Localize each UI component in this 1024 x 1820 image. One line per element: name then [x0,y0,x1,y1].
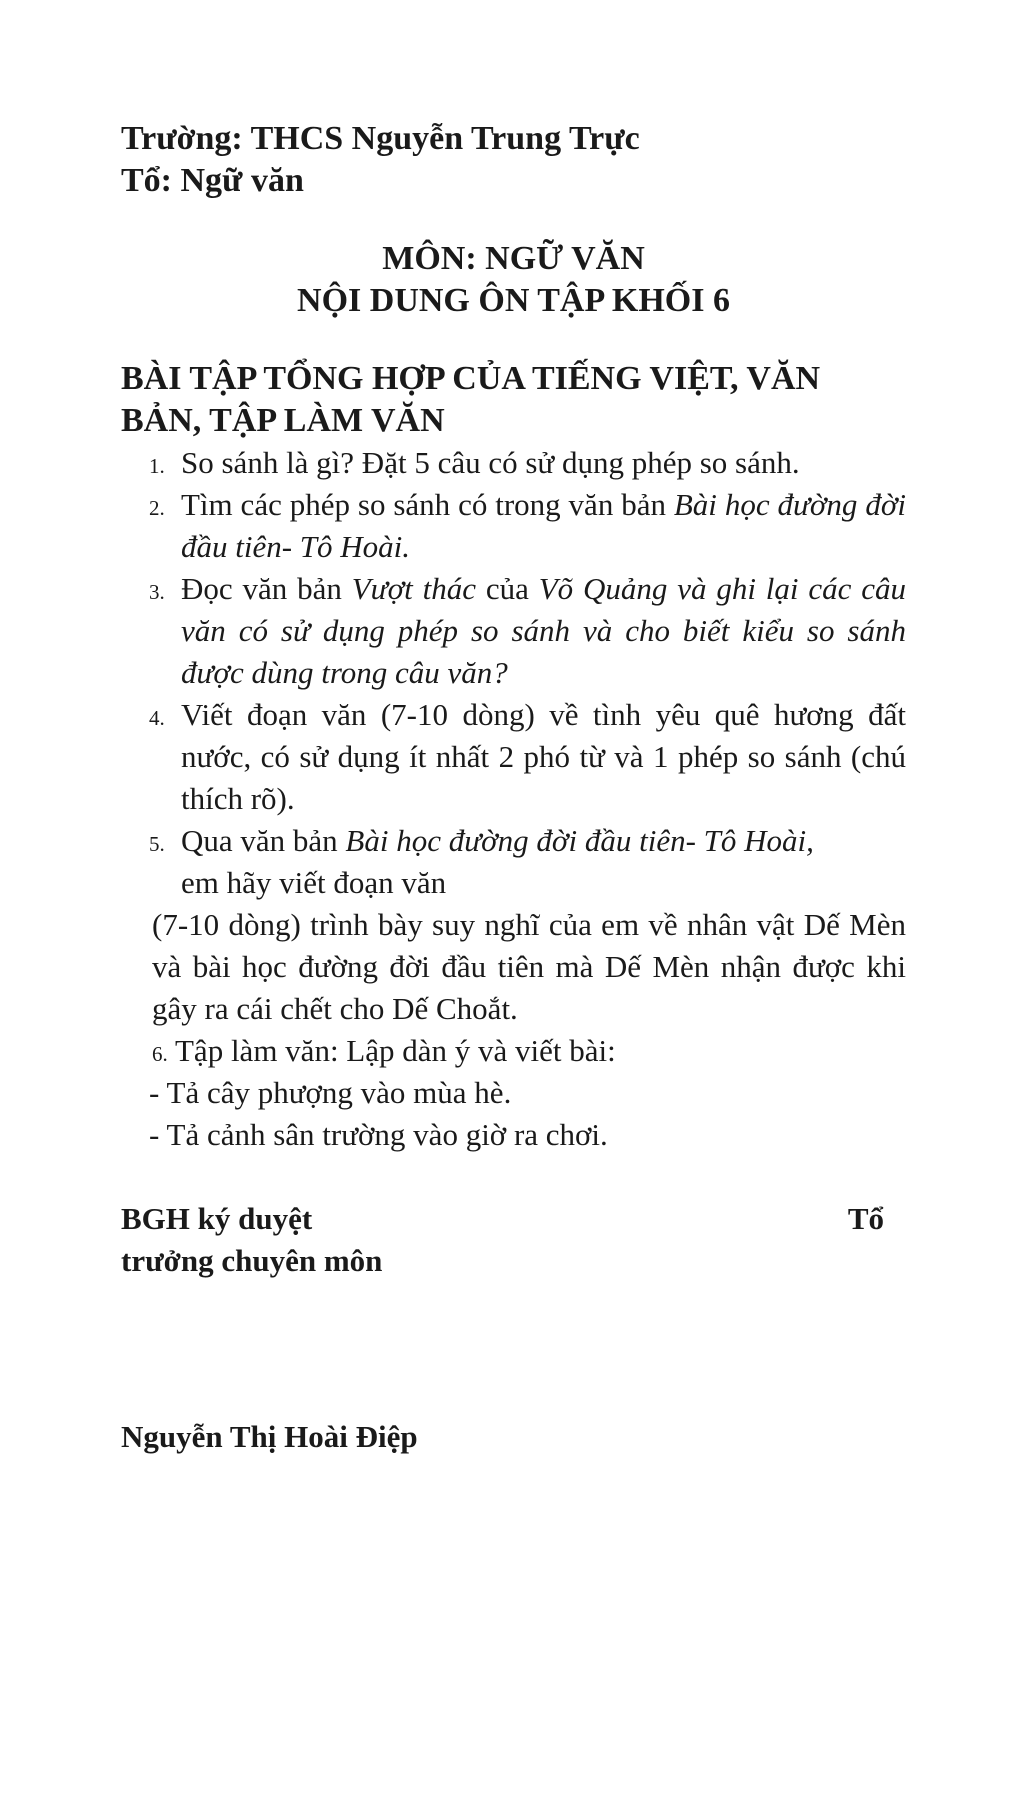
item-number: 4. [149,706,165,730]
item-5-paragraph: (7-10 dòng) trình bày suy nghĩ của em về nhân vật Dế Mèn và bài học đường đời đầu tiên mà Dế Mèn nhận được khi gây ra cái chết cho Dế Choắt. [152,907,906,1026]
group-head-label: Tổ [847,1201,884,1236]
list-item-2 [121,484,906,568]
exercise-list [121,442,906,1156]
group-head-title: trưởng chuyên môn [121,1243,383,1278]
item-text: Qua văn bản [181,823,346,858]
signer-name: Nguyễn Thị Hoài Điệp [121,1419,418,1454]
signature-block [121,1198,896,1282]
signature-row [121,1198,896,1240]
item-text: Viết đoạn văn (7-10 dòng) về tình yêu quê hương đất nước, có sử dụng ít nhất 2 phó từ và 1 phép so sánh (chú thích rõ). [181,697,906,816]
list-item-3 [121,568,906,694]
item-text: Đọc văn bản [181,571,352,606]
subject-title: MÔN: NGỮ VĂN [382,240,645,277]
list-item-4 [121,694,906,820]
principal-approval: BGH ký duyệt [121,1201,313,1236]
item-text: Tìm các phép so sánh có trong văn bản [181,487,674,522]
item-number: 6. [152,1042,168,1066]
item-number: 2. [149,496,165,520]
item-italic-text: Bài học đường đời đầu tiên- Tô Hoài. [181,487,906,564]
item-text: Tập làm văn: Lập dàn ý và viết bài: [175,1033,616,1068]
list-item-1 [121,442,906,484]
list-item-6 [121,1030,906,1072]
content-title: NỘI DUNG ÔN TẬP KHỐI 6 [297,282,730,319]
item-italic-text: Vượt thác [351,571,476,606]
document-page [121,118,906,1458]
list-item-5 [121,820,906,862]
item-italic-text: Võ Quảng và ghi lại các câu văn có sử dụng phép so sánh và cho biết kiểu so sánh được dùng trong câu văn? [181,571,907,690]
school-name: Trường: THCS Nguyễn Trung Trực [121,120,640,157]
bullet-summer-tree: - Tả cây phượng vào mùa hè. [149,1075,512,1110]
item-number: 3. [149,580,165,604]
item-text: So sánh là gì? Đặt 5 câu có sử dụng phép so sánh. [181,445,800,480]
item-number: 1. [149,454,165,478]
item-5-continuation: em hãy viết đoạn văn [181,865,447,900]
section-title: BÀI TẬP TỔNG HỢP CỦA TIẾNG VIỆT, VĂN BẢN, TẬP LÀM VĂN [121,360,821,439]
item-italic-text: Bài học đường đời đầu tiên- Tô Hoài, [345,823,814,858]
item-number: 5. [149,832,165,856]
bullet-schoolyard: - Tả cảnh sân trường vào giờ ra chơi. [149,1117,608,1152]
title-block [121,238,906,322]
group-name: Tổ: Ngữ văn [121,162,304,199]
item-text: của [475,571,539,606]
